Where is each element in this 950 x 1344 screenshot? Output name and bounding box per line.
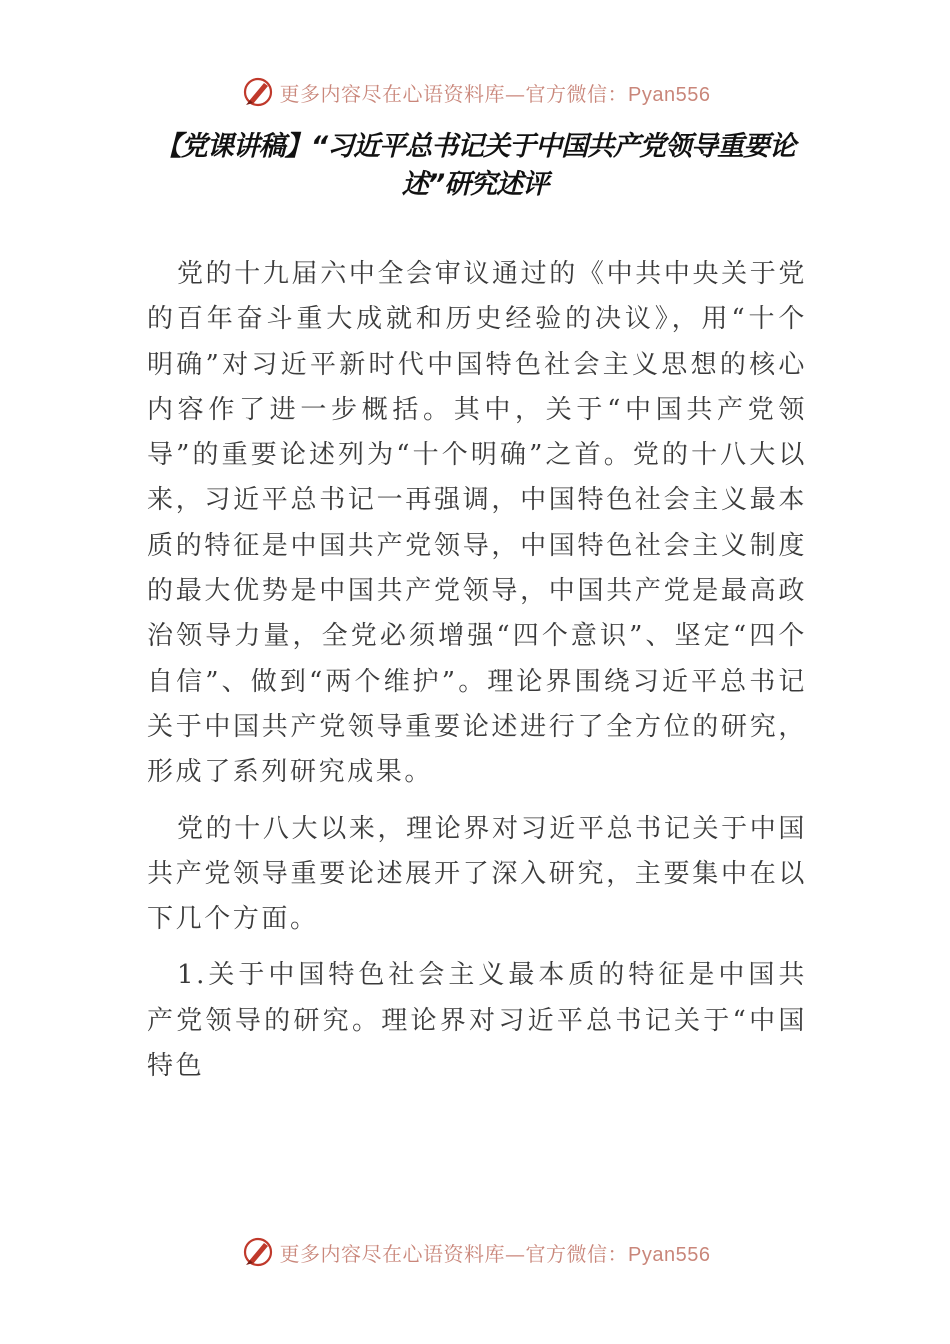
watermark-wechat-id: Pyan556 (628, 1243, 711, 1266)
pen-nib-circle-icon (240, 74, 276, 110)
paragraph-intro: 党的十九届六中全会审议通过的《中共中央关于党的百年奋斗重大成就和历史经验的决议》，用“十个明确”对习近平新时代中国特色社会主义思想的核心内容作了进一步概括。其中，关于“中国共产党领导”的重要论述列为“十个明确”之首。党的十八大以来，习近平总书记一再强调，中国特色社会主义最本质的特征是中国共产党领导，中国特色社会主义制度的最大优势是中国共产党领导，中国共产党是最高政治领导力量，全党必须增强“四个意识”、坚定“四个自信”、做到“两个维护”。理论界围绕习近平总书记关于中国共产党领导重要论述进行了全方位的研究，形成了系列研究成果。 (147, 259, 807, 788)
pen-nib-circle-icon (240, 1234, 276, 1270)
document-body (147, 252, 807, 1100)
paragraph-section-1: 1.关于中国特色社会主义最本质的特征是中国共产党领导的研究。理论界对习近平总书记关于“中国特色 (147, 960, 807, 1082)
paragraph-overview: 党的十八大以来，理论界对习近平总书记关于中国共产党领导重要论述展开了深入研究，主要集中在以下几个方面。 (147, 813, 807, 935)
document-title: 【党课讲稿】“习近平总书记关于中国共产党领导重要论述”研究述评 (154, 131, 796, 200)
header-watermark (0, 72, 950, 112)
watermark-text: 更多内容尽在心语资料库—官方微信：Pyan556 (279, 1241, 711, 1266)
watermark-text: 更多内容尽在心语资料库—官方微信：Pyan556 (279, 81, 711, 106)
watermark-wechat-id: Pyan556 (628, 83, 711, 106)
footer-watermark (0, 1232, 950, 1272)
